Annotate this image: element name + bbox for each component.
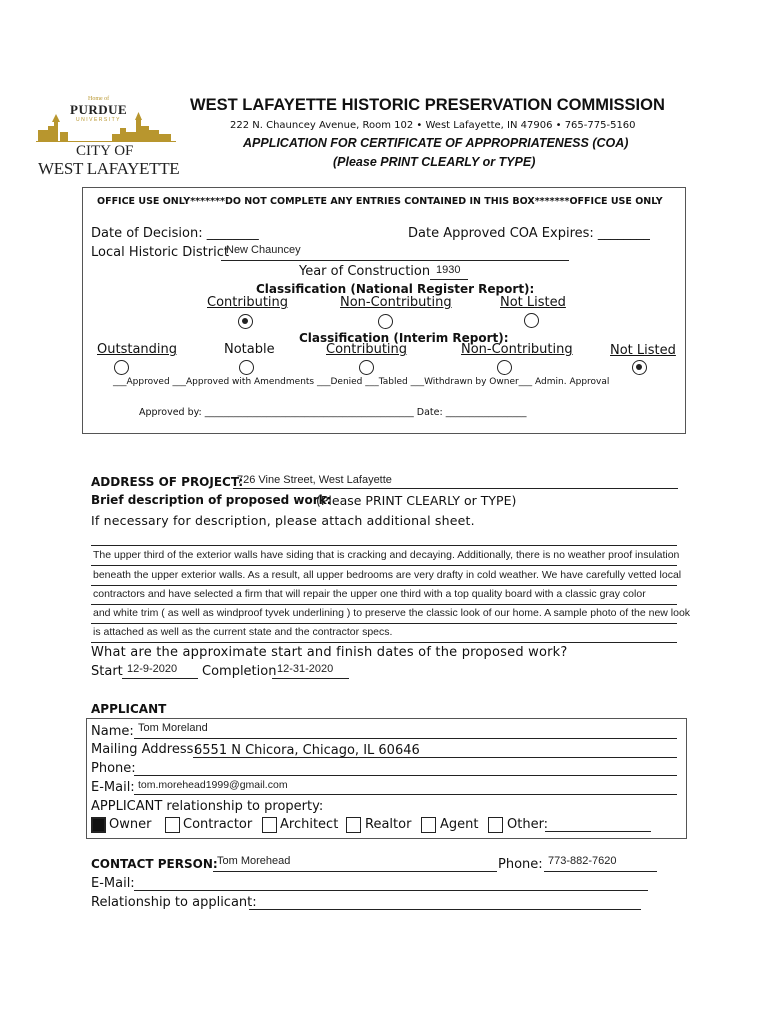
radio-interim-notlisted[interactable] — [632, 360, 647, 375]
print-instruction: (Please PRINT CLEARLY or TYPE) — [333, 155, 536, 169]
logo-home-of: Home of — [88, 96, 110, 102]
description-rule — [91, 585, 677, 586]
description-line-3[interactable]: contractors and have selected a firm that will repair the upper one third with a top quality board with a classic gray color — [93, 588, 646, 600]
other-underline — [545, 831, 651, 832]
relationship-to-applicant-label: Relationship to applicant: — [91, 895, 257, 910]
logo-city-of: CITY OF — [76, 143, 134, 159]
brief-description-note: (Please PRINT CLEARLY or TYPE) — [316, 493, 517, 508]
checkbox-other[interactable] — [488, 817, 503, 833]
description-line-2[interactable]: beneath the upper exterior walls. As a result, all upper bedrooms are very drafty in cold weather. We have carefully vetted local — [93, 569, 682, 581]
applicant-phone-underline — [134, 775, 677, 776]
logo-purdue: PURDUE — [70, 102, 128, 117]
applicant-phone-label: Phone: — [91, 761, 136, 776]
applicant-heading: APPLICANT — [91, 702, 167, 716]
completion-underline — [272, 678, 349, 679]
applicant-name-underline — [134, 738, 677, 739]
office-use-box — [82, 187, 686, 434]
description-rule — [91, 545, 677, 546]
approved-by-line: Approved by: ____________________________________________ Date: _________________ — [139, 407, 527, 418]
interim-option-noncontributing: Non-Contributing — [461, 342, 573, 357]
radio-interim-noncontributing[interactable] — [497, 360, 512, 375]
year-underline — [430, 279, 468, 280]
interim-report-heading: Classification (Interim Report): — [299, 331, 509, 345]
dates-question: What are the approximate start and finish dates of the proposed work? — [91, 645, 568, 660]
contact-person-label: CONTACT PERSON: — [91, 857, 218, 871]
contact-person-value[interactable]: Tom Morehead — [217, 855, 291, 867]
radio-interim-contributing[interactable] — [359, 360, 374, 375]
interim-option-notlisted: Not Listed — [610, 343, 676, 358]
contact-phone-underline — [544, 871, 657, 872]
interim-option-outstanding: Outstanding — [97, 342, 177, 357]
form-subtitle: APPLICATION FOR CERTIFICATE OF APPROPRIATENESS (COA) — [243, 136, 629, 150]
description-line-5[interactable]: is attached as well as the current state and the contractor specs. — [93, 626, 393, 638]
checkbox-contractor[interactable] — [165, 817, 180, 833]
contact-phone-label: Phone: — [498, 857, 543, 872]
option-owner: Owner — [109, 817, 152, 832]
option-contractor: Contractor — [183, 817, 253, 832]
start-date-value[interactable]: 12-9-2020 — [127, 663, 178, 675]
interim-option-contributing: Contributing — [326, 342, 408, 357]
district-underline — [221, 260, 569, 261]
checkbox-realtor[interactable] — [346, 817, 361, 833]
page-title: WEST LAFAYETTE HISTORIC PRESERVATION COMMISSION — [190, 96, 665, 114]
completion-date-value[interactable]: 12-31-2020 — [277, 663, 334, 675]
description-rule — [91, 623, 677, 624]
national-option-noncontributing: Non-Contributing — [340, 295, 452, 310]
commission-address: 222 N. Chauncey Avenue, Room 102 • West Lafayette, IN 47906 • 765-775-5160 — [230, 120, 636, 131]
mailing-address-label: Mailing Address: — [91, 742, 198, 757]
year-construction-label: Year of Construction — [299, 264, 431, 279]
project-address-underline — [233, 488, 678, 489]
year-value[interactable]: 1930 — [436, 264, 461, 276]
district-value[interactable]: New Chauncey — [226, 244, 301, 256]
mailing-address-value[interactable]: 6551 N Chicora, Chicago, IL 60646 — [194, 743, 420, 758]
national-option-contributing: Contributing — [207, 295, 289, 310]
description-line-1[interactable]: The upper third of the exterior walls have siding that is cracking and decaying. Additionally, there is no weather proof insulation — [93, 549, 680, 561]
attach-sheet-note: If necessary for description, please attach additional sheet. — [91, 513, 475, 528]
description-rule — [91, 565, 677, 566]
radio-national-notlisted[interactable] — [524, 313, 539, 328]
checkbox-architect[interactable] — [262, 817, 277, 833]
contact-email-label: E-Mail: — [91, 876, 135, 891]
logo-university: UNIVERSITY — [76, 117, 122, 123]
option-architect: Architect — [280, 817, 339, 832]
date-of-decision: Date of Decision: ________ — [91, 226, 259, 241]
project-address-label: ADDRESS OF PROJECT: — [91, 475, 244, 489]
start-underline — [122, 678, 198, 679]
relationship-label: APPLICANT relationship to property: — [91, 799, 324, 814]
national-register-heading: Classification (National Register Report): — [256, 282, 535, 296]
applicant-name-label: Name: — [91, 724, 134, 739]
contact-email-underline — [134, 890, 648, 891]
description-line-4[interactable]: and white trim ( as well as windproof tyvek underlining ) to preserve the classic look of our home. A sample photo of the new look — [93, 607, 691, 619]
office-use-banner: OFFICE USE ONLY*******DO NOT COMPLETE ANY ENTRIES CONTAINED IN THIS BOX*******OFFICE USE ONLY — [97, 196, 663, 207]
contact-phone-value[interactable]: 773-882-7620 — [548, 855, 617, 867]
description-rule — [91, 604, 677, 605]
option-agent: Agent — [440, 817, 479, 832]
city-logo — [36, 96, 180, 180]
city-skyline-icon — [36, 112, 176, 142]
start-label: Start — [91, 664, 123, 679]
national-option-notlisted: Not Listed — [500, 295, 566, 310]
relationship-to-applicant-underline — [249, 909, 641, 910]
completion-label: Completion — [202, 664, 277, 679]
local-district-label: Local Historic District — [91, 245, 229, 260]
checkbox-agent[interactable] — [421, 817, 436, 833]
approval-status-line: ___Approved ___Approved with Amendments ___Denied ___Tabled ___Withdrawn by Owner___ Admin. Approval — [113, 377, 610, 387]
description-rule — [91, 642, 677, 643]
applicant-email-underline — [134, 794, 677, 795]
option-other: Other: — [507, 817, 549, 832]
logo-city-name: WEST LAFAYETTE — [38, 159, 180, 178]
applicant-email-value[interactable]: tom.morehead1999@gmail.com — [138, 779, 288, 791]
applicant-name-value[interactable]: Tom Moreland — [138, 722, 208, 734]
contact-person-underline — [213, 871, 497, 872]
checkbox-owner[interactable] — [91, 817, 106, 833]
project-address-value[interactable]: 726 Vine Street, West Lafayette — [237, 474, 392, 486]
option-realtor: Realtor — [365, 817, 412, 832]
radio-national-contributing[interactable] — [238, 314, 253, 329]
brief-description-label: Brief description of proposed work: — [91, 493, 332, 507]
applicant-email-label: E-Mail: — [91, 780, 135, 795]
date-approved-expires: Date Approved COA Expires: ________ — [408, 226, 650, 241]
radio-interim-notable[interactable] — [239, 360, 254, 375]
interim-option-notable: Notable — [224, 342, 275, 357]
radio-national-noncontributing[interactable] — [378, 314, 393, 329]
radio-interim-outstanding[interactable] — [114, 360, 129, 375]
